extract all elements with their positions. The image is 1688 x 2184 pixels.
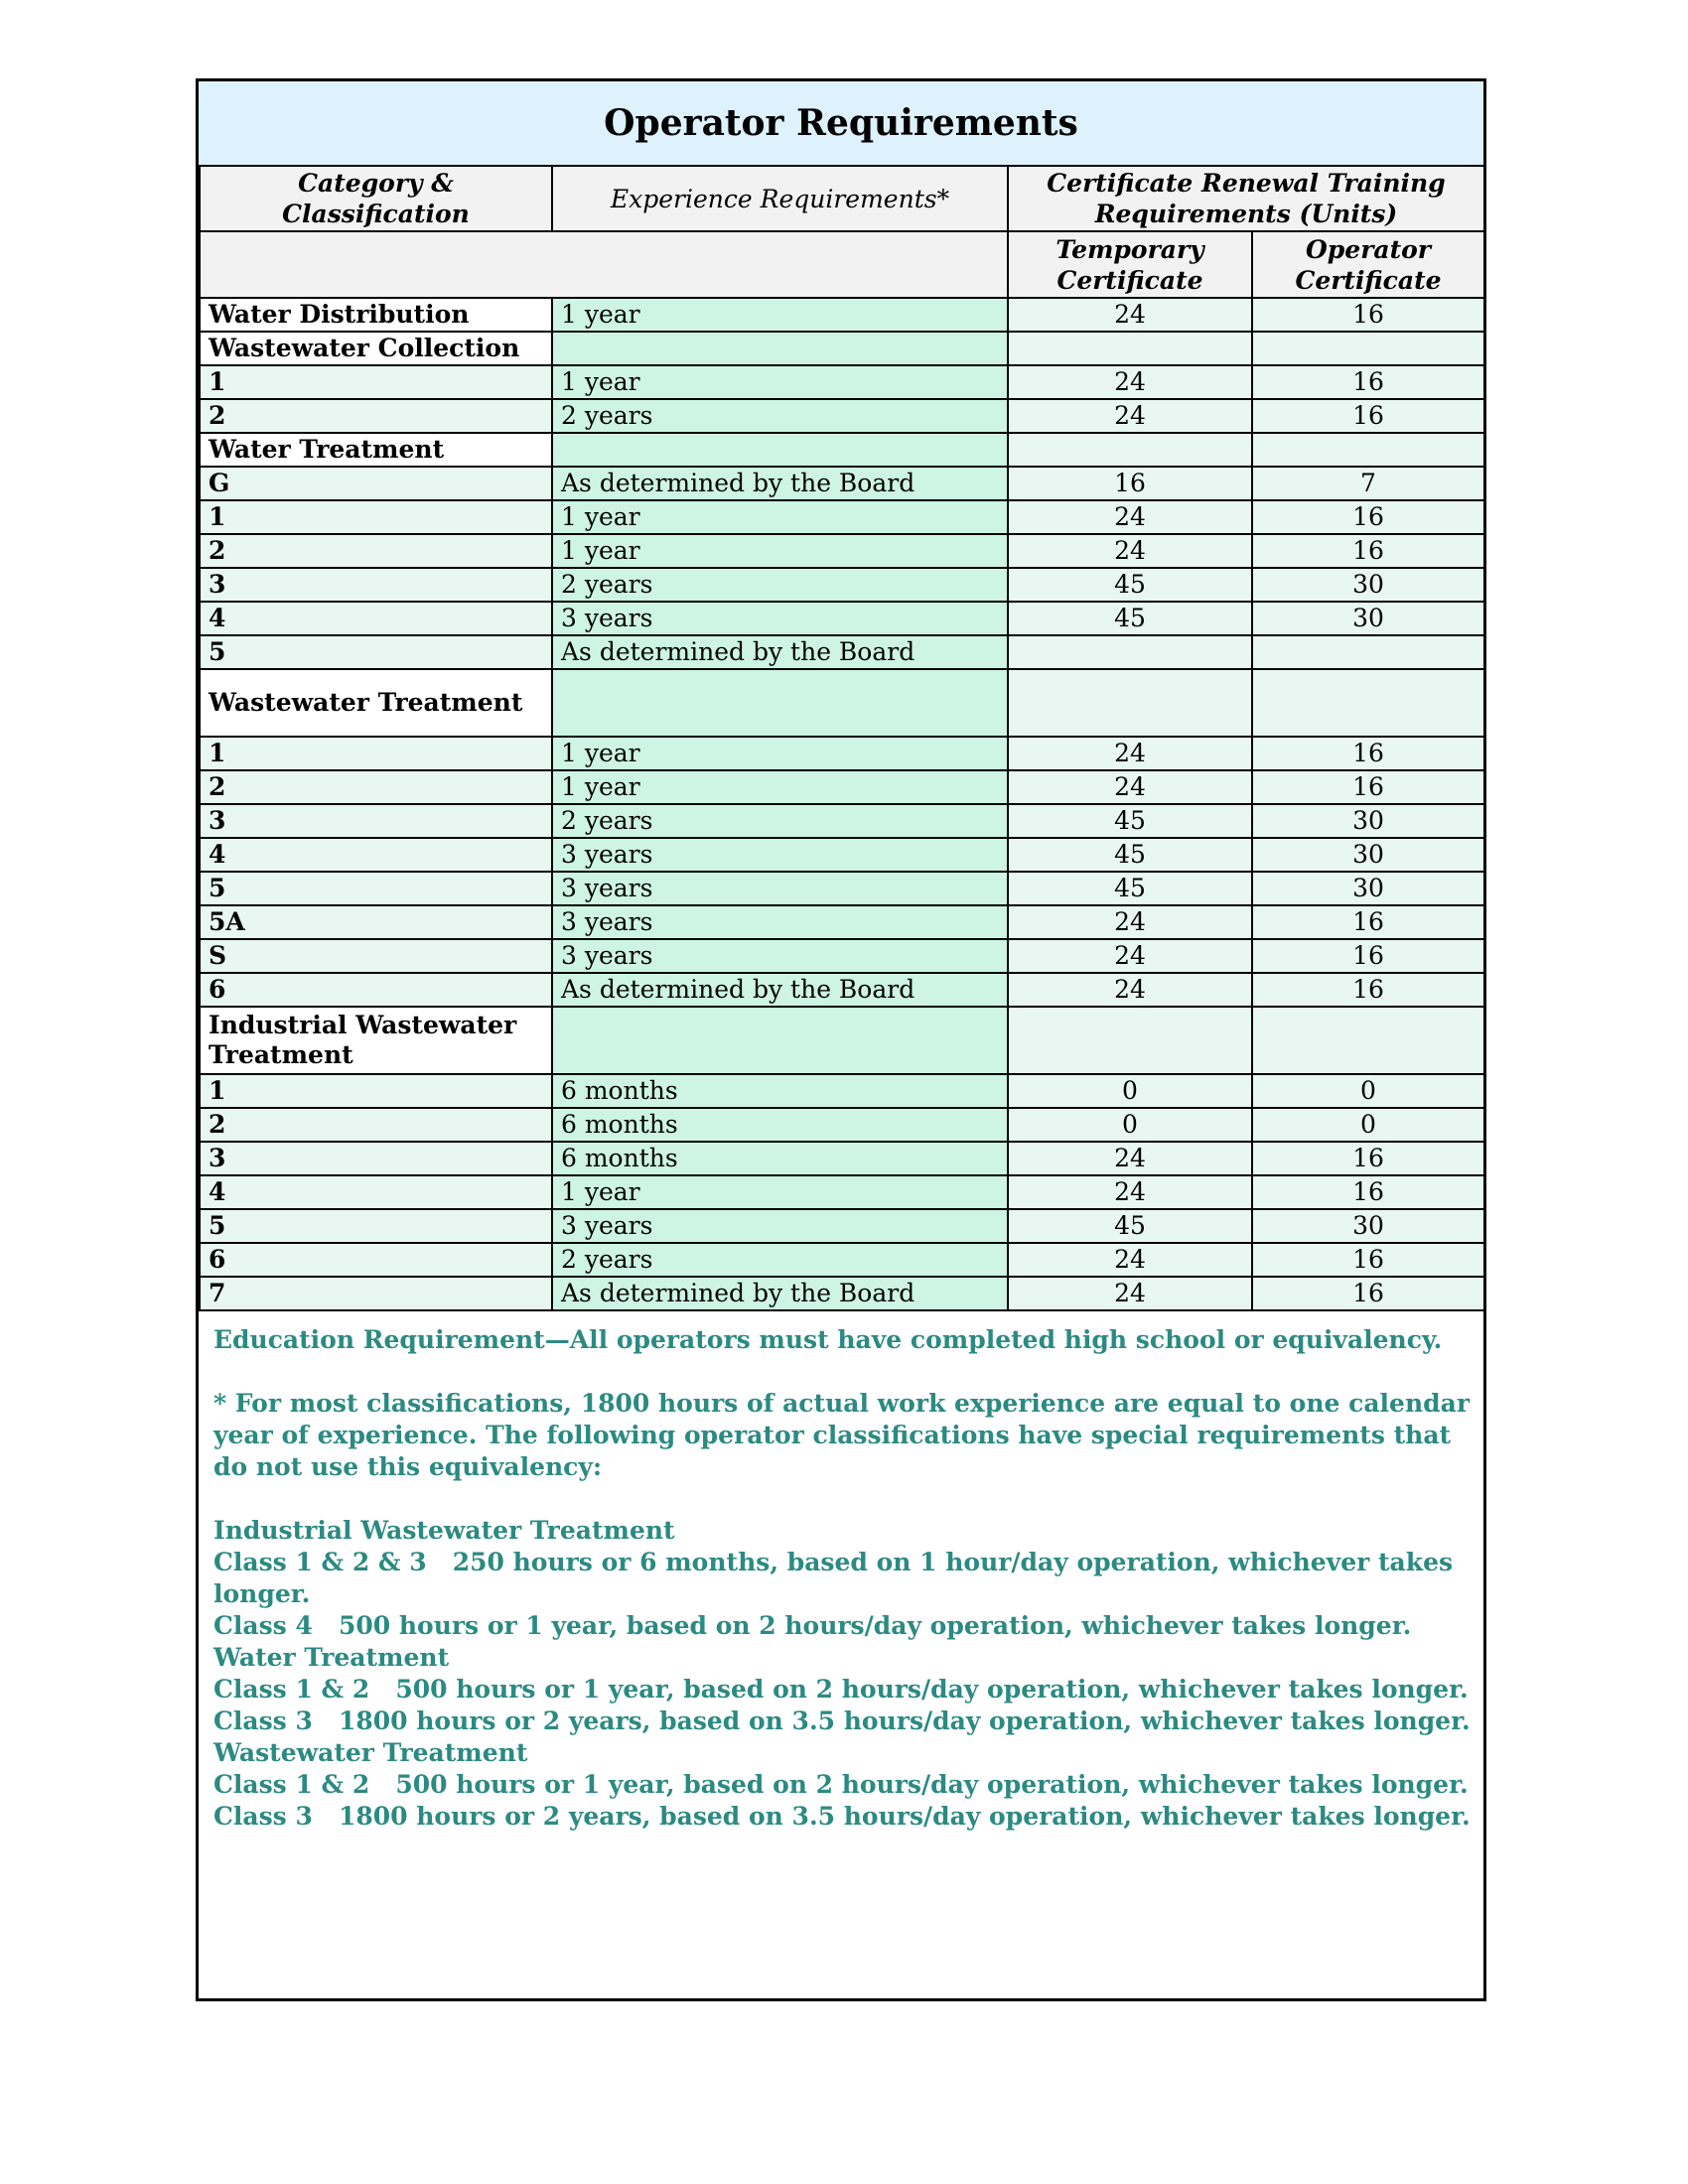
operator-units-cell — [1252, 1007, 1484, 1074]
special-class-line: Class 1 & 2 500 hours or 1 year, based on 2 hours/day operation, whichever takes longer. — [213, 1770, 1469, 1799]
header-category: Category & Classification — [200, 166, 552, 231]
class-label: 1 — [200, 1074, 552, 1108]
operator-units-cell: 16 — [1252, 1243, 1484, 1277]
table-row — [200, 1209, 1484, 1243]
operator-units-cell: 16 — [1252, 298, 1484, 332]
table-row — [200, 1277, 1484, 1310]
category-label: Water Distribution — [200, 298, 552, 332]
class-label: 1 — [200, 737, 552, 770]
class-label: 3 — [200, 1142, 552, 1175]
temporary-units-cell: 24 — [1008, 399, 1252, 433]
temporary-units-cell: 45 — [1008, 568, 1252, 602]
operator-units-cell: 30 — [1252, 804, 1484, 838]
special-section-heading: Wastewater Treatment — [213, 1738, 528, 1767]
operator-units-cell: 30 — [1252, 1209, 1484, 1243]
class-label: 6 — [200, 973, 552, 1007]
experience-cell: 2 years — [552, 804, 1008, 838]
temporary-units-cell: 24 — [1008, 500, 1252, 534]
experience-cell: As determined by the Board — [552, 635, 1008, 669]
table-row — [200, 298, 1484, 332]
header-operator: Operator Certificate — [1252, 231, 1484, 298]
operator-units-cell — [1252, 669, 1484, 737]
operator-units-cell: 0 — [1252, 1074, 1484, 1108]
experience-cell: 2 years — [552, 399, 1008, 433]
temporary-units-cell: 0 — [1008, 1108, 1252, 1142]
temporary-units-cell: 45 — [1008, 838, 1252, 872]
operator-units-cell: 16 — [1252, 737, 1484, 770]
temporary-units-cell: 24 — [1008, 534, 1252, 568]
experience-cell: 2 years — [552, 1243, 1008, 1277]
header-experience: Experience Requirements* — [552, 166, 1008, 231]
experience-cell: 1 year — [552, 298, 1008, 332]
experience-cell: 6 months — [552, 1074, 1008, 1108]
experience-cell: 1 year — [552, 534, 1008, 568]
table-row — [200, 1243, 1484, 1277]
temporary-units-cell: 16 — [1008, 467, 1252, 500]
operator-units-cell: 16 — [1252, 770, 1484, 804]
temporary-units-cell: 24 — [1008, 365, 1252, 399]
operator-units-cell: 16 — [1252, 973, 1484, 1007]
table-row — [200, 635, 1484, 669]
class-label: 2 — [200, 534, 552, 568]
table-row — [200, 973, 1484, 1007]
experience-cell: 3 years — [552, 602, 1008, 635]
experience-cell: 3 years — [552, 838, 1008, 872]
experience-cell: As determined by the Board — [552, 467, 1008, 500]
operator-units-cell: 0 — [1252, 1108, 1484, 1142]
temporary-units-cell: 45 — [1008, 804, 1252, 838]
experience-cell: 1 year — [552, 365, 1008, 399]
table-row — [200, 838, 1484, 872]
experience-cell — [552, 669, 1008, 737]
table-row — [200, 804, 1484, 838]
special-class-line: Class 4 500 hours or 1 year, based on 2 hours/day operation, whichever takes longer. — [213, 1611, 1412, 1640]
table-row — [200, 365, 1484, 399]
table-row — [200, 1074, 1484, 1108]
requirements-table — [199, 165, 1485, 1311]
operator-units-cell: 16 — [1252, 534, 1484, 568]
special-requirements — [213, 1515, 1475, 1833]
operator-units-cell: 30 — [1252, 838, 1484, 872]
operator-units-cell: 30 — [1252, 568, 1484, 602]
experience-cell: 1 year — [552, 500, 1008, 534]
class-label: 4 — [200, 602, 552, 635]
experience-cell: 6 months — [552, 1108, 1008, 1142]
operator-units-cell: 16 — [1252, 1142, 1484, 1175]
class-label: 4 — [200, 838, 552, 872]
operator-units-cell: 16 — [1252, 1277, 1484, 1310]
class-label: 6 — [200, 1243, 552, 1277]
temporary-units-cell: 45 — [1008, 872, 1252, 905]
table-row — [200, 872, 1484, 905]
table-row — [200, 433, 1484, 467]
temporary-units-cell: 24 — [1008, 1142, 1252, 1175]
header-temporary: Temporary Certificate — [1008, 231, 1252, 298]
table-row — [200, 1142, 1484, 1175]
temporary-units-cell — [1008, 669, 1252, 737]
table-row — [200, 568, 1484, 602]
table-row — [200, 939, 1484, 973]
page-title: Operator Requirements — [199, 81, 1483, 165]
operator-units-cell — [1252, 433, 1484, 467]
temporary-units-cell: 24 — [1008, 1243, 1252, 1277]
class-label: S — [200, 939, 552, 973]
class-label: 5 — [200, 635, 552, 669]
special-section-heading: Industrial Wastewater Treatment — [213, 1516, 675, 1545]
table-row — [200, 669, 1484, 737]
table-row — [200, 1108, 1484, 1142]
special-class-line: Class 3 1800 hours or 2 years, based on 3.5 hours/day operation, whichever takes longer. — [213, 1802, 1471, 1831]
special-section-heading: Water Treatment — [213, 1643, 450, 1672]
experience-cell — [552, 433, 1008, 467]
operator-units-cell: 16 — [1252, 399, 1484, 433]
requirements-frame — [196, 78, 1486, 2001]
experience-cell: 1 year — [552, 1175, 1008, 1209]
table-row — [200, 467, 1484, 500]
temporary-units-cell: 24 — [1008, 1277, 1252, 1310]
class-label: 5 — [200, 872, 552, 905]
temporary-units-cell: 24 — [1008, 1175, 1252, 1209]
experience-cell: 1 year — [552, 770, 1008, 804]
class-label: 3 — [200, 568, 552, 602]
class-label: 3 — [200, 804, 552, 838]
experience-cell: 2 years — [552, 568, 1008, 602]
experience-cell — [552, 1007, 1008, 1074]
class-label: 4 — [200, 1175, 552, 1209]
experience-cell: 3 years — [552, 939, 1008, 973]
temporary-units-cell — [1008, 433, 1252, 467]
header-renewal: Certificate Renewal Training Requirements (Units) — [1008, 166, 1484, 231]
table-row — [200, 770, 1484, 804]
special-class-line: Class 3 1800 hours or 2 years, based on 3.5 hours/day operation, whichever takes longer. — [213, 1706, 1471, 1735]
operator-units-cell: 30 — [1252, 602, 1484, 635]
table-body — [200, 298, 1484, 1310]
special-class-line: Class 1 & 2 & 3 250 hours or 6 months, based on 1 hour/day operation, whichever takes longer. — [213, 1548, 1462, 1608]
operator-units-cell: 30 — [1252, 872, 1484, 905]
experience-cell: As determined by the Board — [552, 1277, 1008, 1310]
notes-section — [213, 1324, 1475, 1833]
class-label: G — [200, 467, 552, 500]
operator-units-cell — [1252, 332, 1484, 365]
table-row — [200, 905, 1484, 939]
category-label: Water Treatment — [200, 433, 552, 467]
special-class-line: Class 1 & 2 500 hours or 1 year, based on 2 hours/day operation, whichever takes longer. — [213, 1675, 1469, 1704]
operator-units-cell: 16 — [1252, 939, 1484, 973]
category-label: Industrial Wastewater Treatment — [200, 1007, 552, 1074]
class-label: 2 — [200, 770, 552, 804]
class-label: 1 — [200, 365, 552, 399]
footnote: * For most classifications, 1800 hours of actual work experience are equal to one calendar year of experience. The following operator classifications have special requirements that do not use this equivalency: — [213, 1389, 1470, 1481]
table-row — [200, 332, 1484, 365]
experience-cell: 3 years — [552, 1209, 1008, 1243]
experience-cell: 3 years — [552, 905, 1008, 939]
table-row — [200, 500, 1484, 534]
operator-units-cell — [1252, 635, 1484, 669]
operator-units-cell: 16 — [1252, 500, 1484, 534]
class-label: 5A — [200, 905, 552, 939]
operator-units-cell: 16 — [1252, 905, 1484, 939]
class-label: 1 — [200, 500, 552, 534]
temporary-units-cell: 24 — [1008, 770, 1252, 804]
temporary-units-cell: 24 — [1008, 939, 1252, 973]
table-row — [200, 737, 1484, 770]
experience-cell: 1 year — [552, 737, 1008, 770]
category-label: Wastewater Treatment — [200, 669, 552, 737]
operator-units-cell: 16 — [1252, 365, 1484, 399]
temporary-units-cell: 45 — [1008, 1209, 1252, 1243]
temporary-units-cell: 24 — [1008, 973, 1252, 1007]
table-row — [200, 399, 1484, 433]
class-label: 5 — [200, 1209, 552, 1243]
temporary-units-cell: 24 — [1008, 298, 1252, 332]
table-row — [200, 534, 1484, 568]
class-label: 2 — [200, 1108, 552, 1142]
operator-units-cell: 7 — [1252, 467, 1484, 500]
experience-cell — [552, 332, 1008, 365]
temporary-units-cell: 45 — [1008, 602, 1252, 635]
temporary-units-cell — [1008, 1007, 1252, 1074]
temporary-units-cell — [1008, 332, 1252, 365]
table-row — [200, 1175, 1484, 1209]
category-label: Wastewater Collection — [200, 332, 552, 365]
table-row — [200, 1007, 1484, 1074]
class-label: 7 — [200, 1277, 552, 1310]
header-blank — [200, 231, 1008, 298]
experience-cell: 3 years — [552, 872, 1008, 905]
operator-units-cell: 16 — [1252, 1175, 1484, 1209]
temporary-units-cell: 24 — [1008, 737, 1252, 770]
temporary-units-cell — [1008, 635, 1252, 669]
experience-cell: As determined by the Board — [552, 973, 1008, 1007]
class-label: 2 — [200, 399, 552, 433]
experience-cell: 6 months — [552, 1142, 1008, 1175]
temporary-units-cell: 0 — [1008, 1074, 1252, 1108]
temporary-units-cell: 24 — [1008, 905, 1252, 939]
table-row — [200, 602, 1484, 635]
education-note: Education Requirement—All operators must have completed high school or equivalency. — [213, 1325, 1443, 1354]
